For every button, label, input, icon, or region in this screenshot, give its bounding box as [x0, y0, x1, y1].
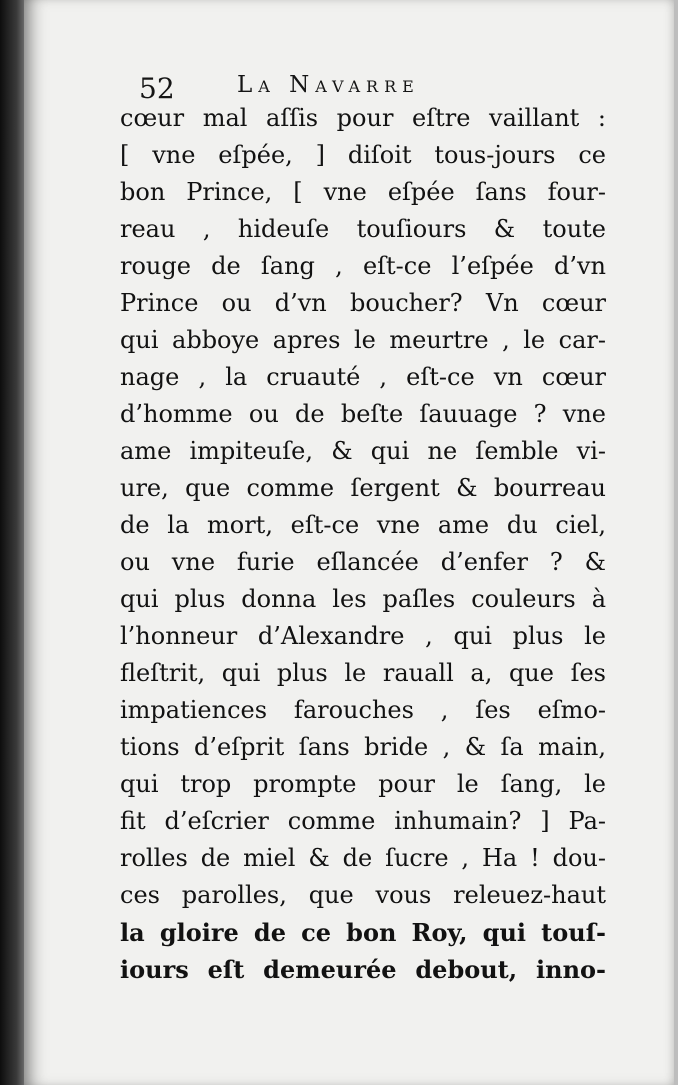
text-line: d’homme ou de beſte ſauuage ? vne: [120, 400, 606, 428]
body-text: [120, 100, 606, 988]
text-line: [ vne eſpée, ] diſoit tous-jours ce: [120, 141, 606, 169]
text-line: rouge de ſang , eſt-ce l’eſpée d’vn: [120, 252, 606, 280]
text-line: impatiences farouches , ſes eſmo-: [120, 696, 606, 724]
text-line: qui plus donna les paſles couleurs à: [120, 585, 606, 613]
running-title: La Navarre: [237, 72, 420, 98]
text-line: nage , la cruauté , eſt-ce vn cœur: [120, 363, 606, 391]
text-line: ces parolles, que vous releuez-haut: [120, 881, 606, 909]
text-line: de la mort, eſt-ce vne ame du ciel,: [120, 511, 606, 539]
text-line: bon Prince, [ vne eſpée ſans four-: [120, 178, 606, 206]
text-line: ou vne furie eſlancée d’enfer ? &: [120, 548, 606, 576]
text-line: reau , hideuſe touſiours & toute: [120, 215, 606, 243]
page-number: 52: [139, 72, 175, 105]
text-line: l’honneur d’Alexandre , qui plus le: [120, 622, 606, 650]
text-line: fleſtrit, qui plus le rauall a, que ſes: [120, 659, 606, 687]
text-line: ure, que comme ſergent & bourreau: [120, 474, 606, 502]
text-line: Prince ou d’vn boucher? Vn cœur: [120, 289, 606, 317]
text-line: la gloire de ce bon Roy, qui touſ-: [120, 918, 606, 947]
text-line: qui trop prompte pour le ſang, le: [120, 770, 606, 798]
text-line: cœur mal aſſis pour eſtre vaillant :: [120, 104, 606, 132]
text-line: ame impiteuſe, & qui ne ſemble vi-: [120, 437, 606, 465]
text-line: rolles de miel & de ſucre , Ha ! dou-: [120, 844, 606, 872]
text-line: fit d’eſcrier comme inhumain? ] Pa-: [120, 807, 606, 835]
text-line: qui abboye apres le meurtre , le car-: [120, 326, 606, 354]
text-line: iours eſt demeurée debout, inno-: [120, 955, 606, 984]
text-line: tions d’eſprit ſans bride , & ſa main,: [120, 733, 606, 761]
page-edge: [674, 0, 678, 1085]
